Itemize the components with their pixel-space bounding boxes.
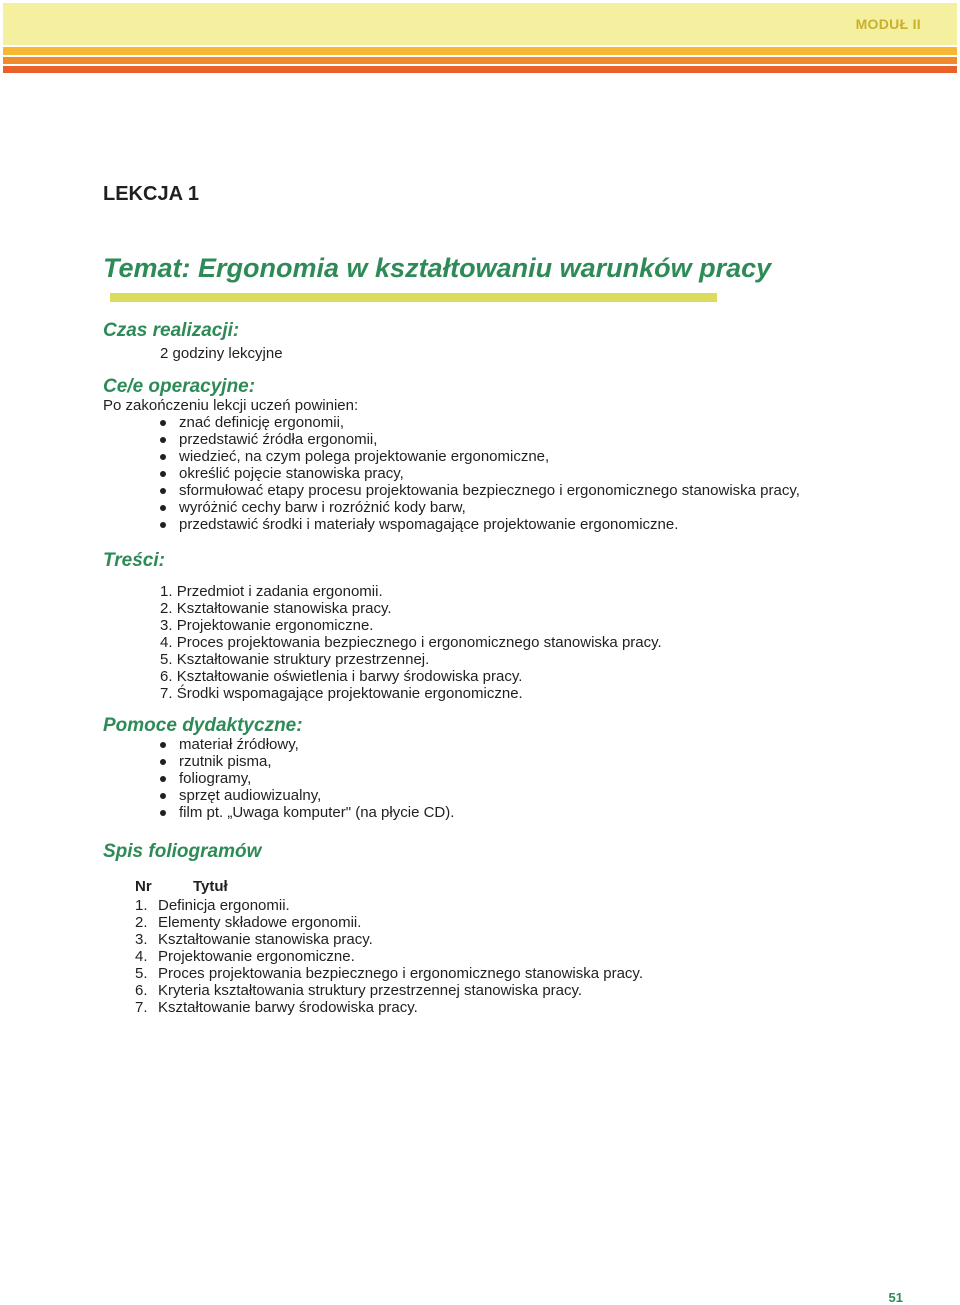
col-nr-header: Nr — [135, 878, 152, 895]
list-item: wyróżnić cechy barw i rozróżnić kody barw, — [160, 499, 800, 516]
bullet-icon — [160, 471, 166, 477]
topic-title: Temat: Ergonomia w kształtowaniu warunków pracy — [103, 253, 772, 283]
title-underline — [110, 293, 717, 302]
list-item: określić pojęcie stanowiska pracy, — [160, 465, 800, 482]
bullet-icon — [160, 793, 166, 799]
contents-heading: Treści: — [103, 550, 165, 571]
bullet-icon — [160, 810, 166, 816]
list-item: film pt. „Uwaga komputer" (na płycie CD). — [160, 804, 454, 821]
bullet-icon — [160, 742, 166, 748]
bullet-icon — [160, 420, 166, 426]
list-item: przedstawić środki i materiały wspomagające projektowanie ergonomiczne. — [160, 516, 800, 533]
header-stripe-yellow — [3, 47, 957, 55]
bullet-icon — [160, 505, 166, 511]
bullet-icon — [160, 454, 166, 460]
aids-list — [160, 736, 454, 821]
list-item: foliogramy, — [160, 770, 454, 787]
bullet-icon — [160, 437, 166, 443]
list-item: 1. Przedmiot i zadania ergonomii. — [160, 583, 383, 600]
list-item: 4. Proces projektowania bezpiecznego i ergonomicznego stanowiska pracy. — [160, 634, 662, 651]
list-item: sformułować etapy procesu projektowania bezpiecznego i ergonomicznego stanowiska pracy, — [160, 482, 800, 499]
duration-value: 2 godziny lekcyjne — [160, 345, 283, 362]
header-stripe-orange — [3, 57, 957, 64]
bullet-icon — [160, 522, 166, 528]
col-title-header: Tytuł — [193, 878, 228, 895]
contents-list — [160, 583, 662, 702]
list-item: znać definicję ergonomii, — [160, 414, 800, 431]
duration-heading: Czas realizacji: — [103, 320, 240, 341]
bullet-icon — [160, 488, 166, 494]
page-number: 51 — [888, 1290, 903, 1305]
list-item: materiał źródłowy, — [160, 736, 454, 753]
aids-heading: Pomoce dydaktyczne: — [103, 715, 303, 736]
list-item: sprzęt audiowizualny, — [160, 787, 454, 804]
bullet-icon — [160, 776, 166, 782]
header-band — [3, 3, 957, 45]
list-item: 2. Kształtowanie stanowiska pracy. — [160, 600, 392, 617]
foils-heading: Spis foliogramów — [103, 841, 262, 862]
objectives-heading: Ce/e operacyjne: — [103, 376, 256, 397]
list-item: 3. Projektowanie ergonomiczne. — [160, 617, 374, 634]
list-item: 5. Kształtowanie struktury przestrzennej. — [160, 651, 430, 668]
list-item: 6. Kształtowanie oświetlenia i barwy środowiska pracy. — [160, 668, 523, 685]
objectives-list — [160, 414, 800, 533]
list-item: rzutnik pisma, — [160, 753, 454, 770]
module-label: MODUŁ II — [855, 16, 921, 32]
list-item: przedstawić źródła ergonomii, — [160, 431, 800, 448]
list-item: 7. Środki wspomagające projektowanie ergonomiczne. — [160, 685, 523, 702]
objectives-intro: Po zakończeniu lekcji uczeń powinien: — [103, 397, 359, 414]
list-item: wiedzieć, na czym polega projektowanie ergonomiczne, — [160, 448, 800, 465]
bullet-icon — [160, 759, 166, 765]
header-stripe-red — [3, 66, 957, 73]
lesson-label: LEKCJA 1 — [103, 183, 199, 205]
